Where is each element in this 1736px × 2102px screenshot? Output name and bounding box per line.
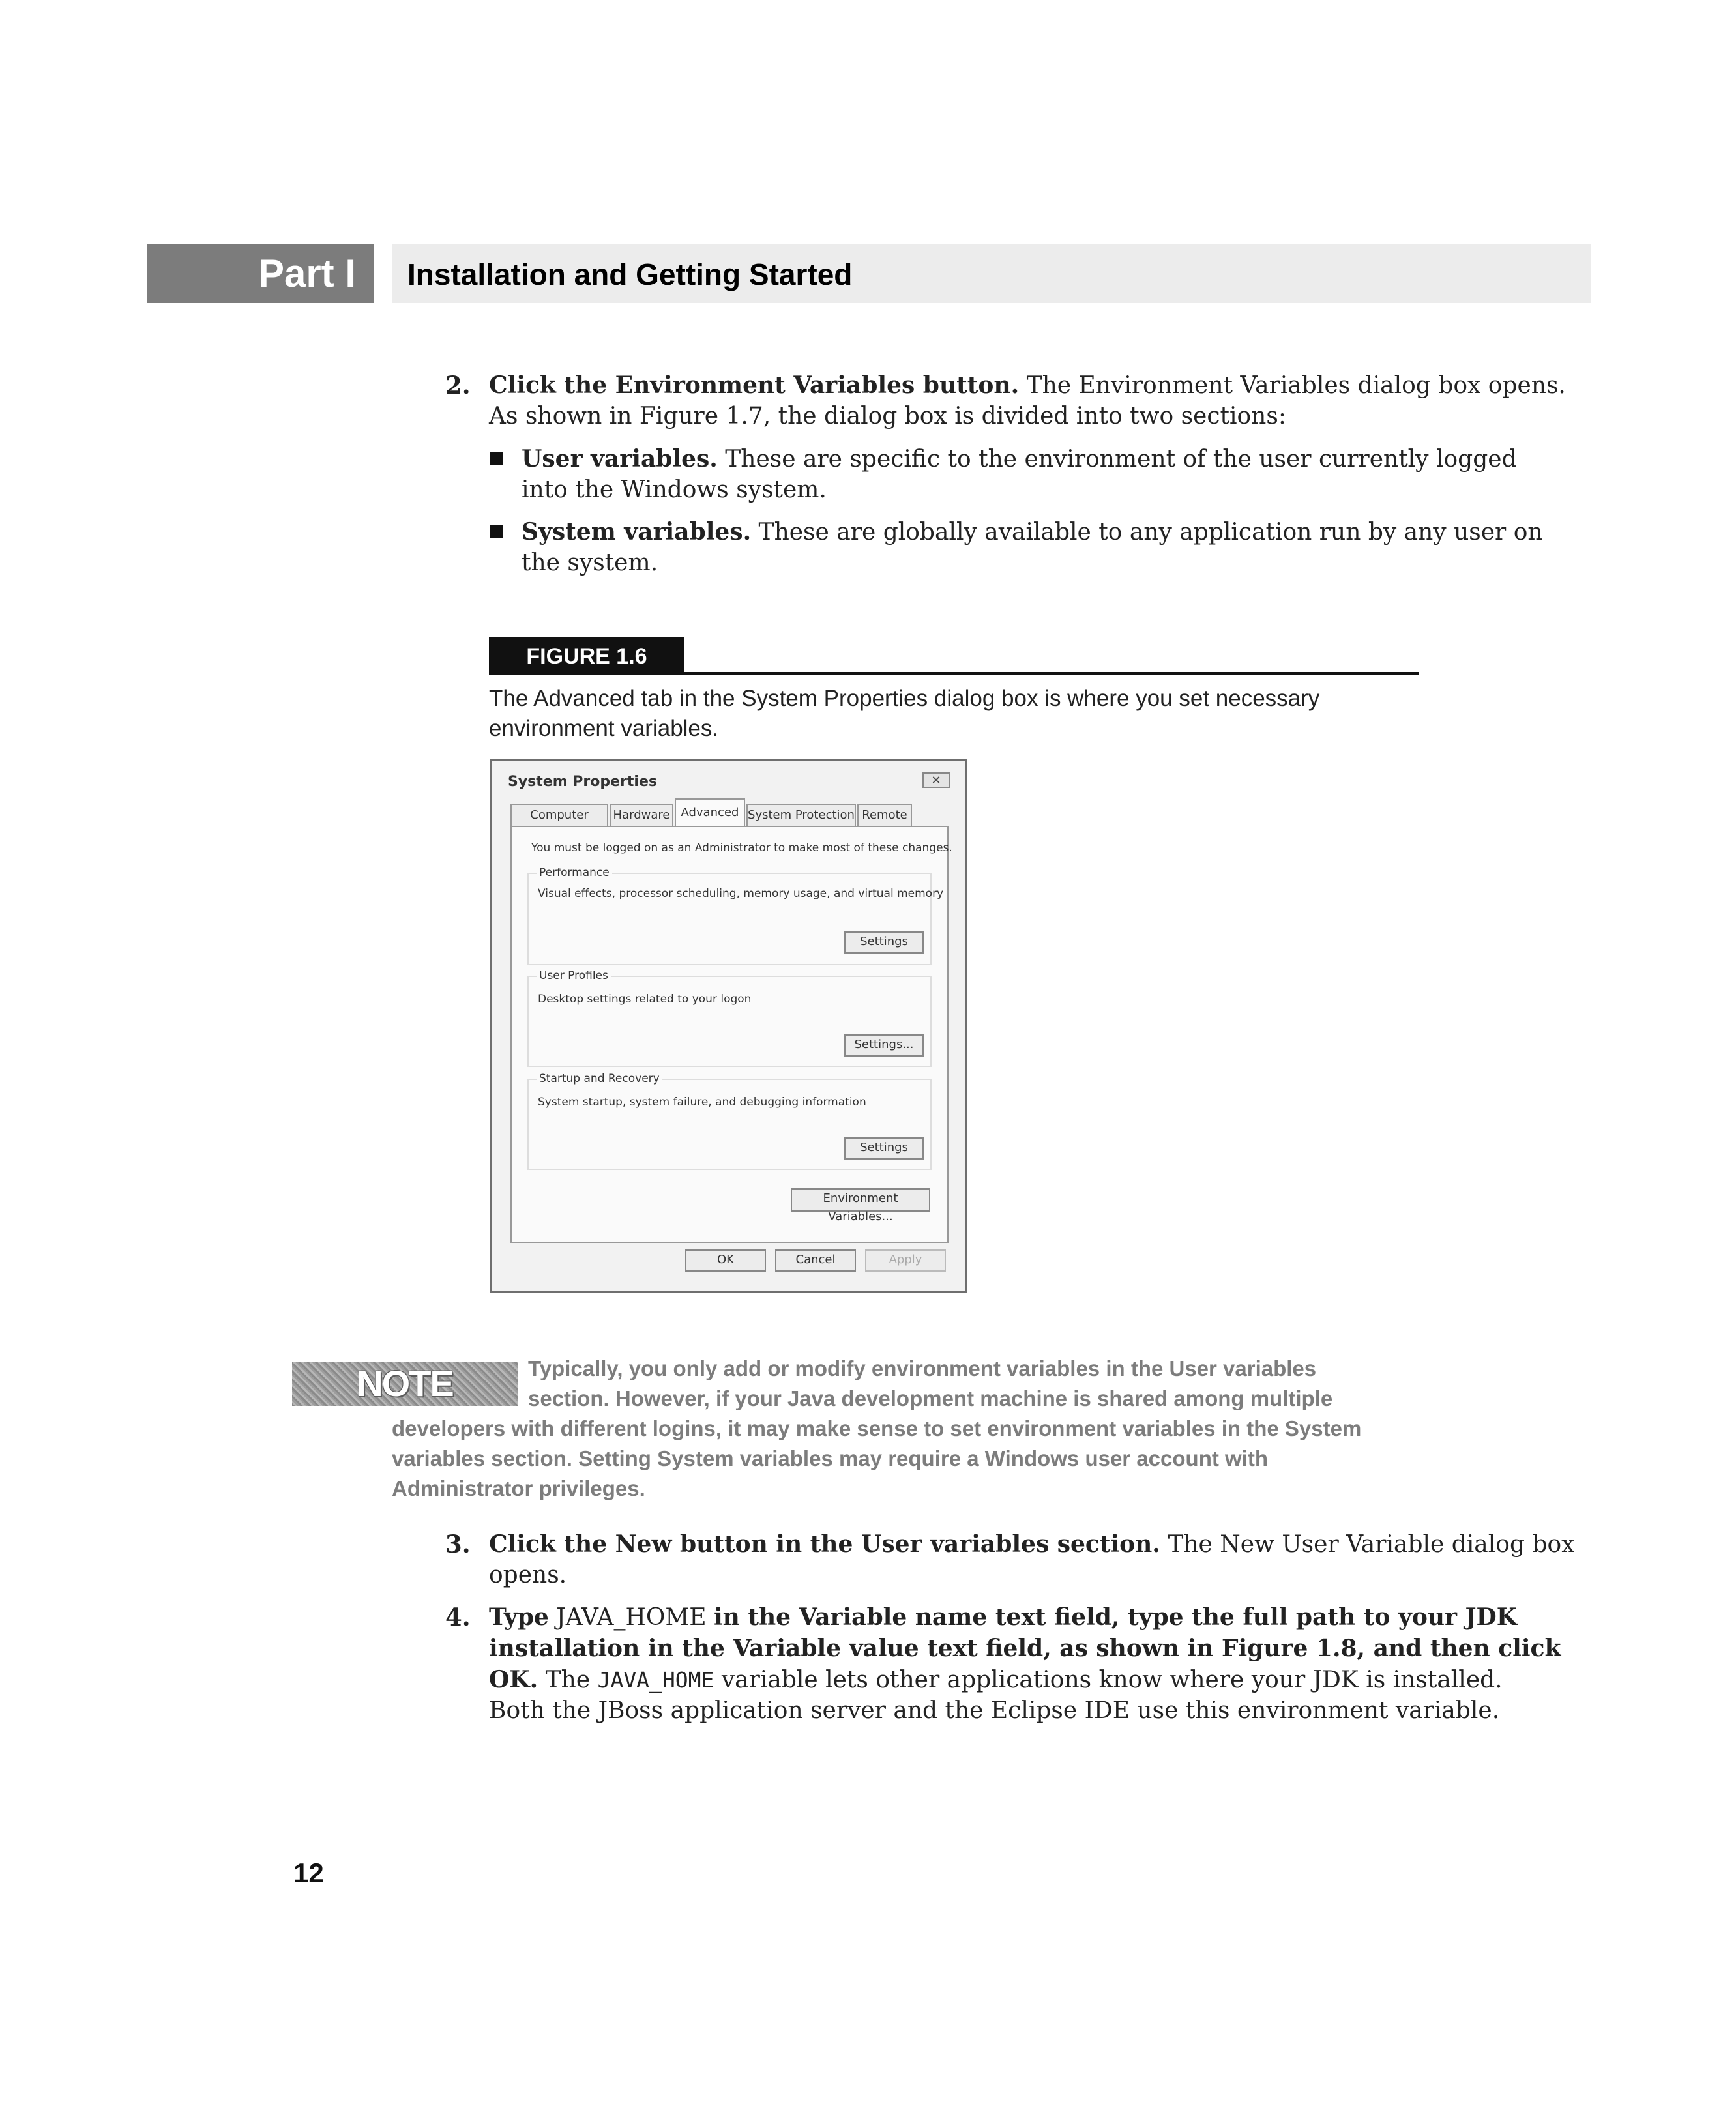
figure-rule: [684, 672, 1419, 675]
apply-button[interactable]: Apply: [865, 1249, 946, 1272]
bullet-square-icon: [490, 452, 503, 465]
performance-settings-button[interactable]: Settings: [844, 931, 924, 954]
chapter-title: Installation and Getting Started: [392, 244, 1591, 303]
close-icon[interactable]: ✕: [922, 772, 950, 788]
group-title: Startup and Recovery: [537, 1072, 662, 1085]
step-3-bold: Click the New button in the User variables section.: [489, 1530, 1160, 1558]
bullet-square-icon: [490, 525, 503, 538]
bullet-text: These are specific to the environment of the user currently logged: [717, 446, 1517, 473]
dialog-title: System Properties: [508, 774, 657, 790]
bullet-term: System variables.: [522, 518, 752, 546]
note-badge: [292, 1362, 518, 1406]
bullet-text-continued: into the Windows system.: [522, 476, 827, 503]
java-home-text: JAVA_HOME: [548, 1604, 714, 1631]
step-3-rest: The New User Variable dialog box: [1160, 1531, 1575, 1558]
step-4-line-1: [489, 1601, 1517, 1633]
bullet-term: User variables.: [522, 445, 718, 473]
step-3-line-2: opens.: [489, 1562, 567, 1588]
page-number: 12: [293, 1858, 324, 1888]
step-4-number: 4.: [445, 1603, 471, 1631]
bullet-text: These are globally available to any application run by any user on: [751, 519, 1543, 546]
group-description: Visual effects, processor scheduling, memory usage, and virtual memory: [538, 887, 944, 900]
caption-line: The Advanced tab in the System Properties dialog box is where you set necessary: [489, 686, 1320, 711]
step-4-bold: in the Variable name text field, type the full path to your JDK: [713, 1603, 1518, 1631]
note-line: Administrator privileges.: [392, 1476, 645, 1500]
cancel-button[interactable]: Cancel: [775, 1249, 856, 1272]
note-line: developers with different logins, it may make sense to set environment variables in the System: [392, 1416, 1362, 1440]
note-line: section. However, if your Java development machine is shared among multiple: [528, 1386, 1333, 1410]
step-4-type: Type: [489, 1603, 549, 1631]
step-2-number: 2.: [445, 371, 471, 400]
tab-advanced[interactable]: Advanced: [675, 798, 745, 827]
step-2-line-1: [489, 370, 1566, 401]
java-home-code: JAVA_HOME: [597, 1667, 714, 1693]
note-line: variables section. Setting System variables may require a Windows user account with: [392, 1446, 1268, 1470]
advanced-tab-panel: [510, 826, 952, 1243]
step-3-line-1: [489, 1528, 1574, 1560]
admin-notice: You must be logged on as an Administrator to make most of these changes.: [531, 841, 952, 854]
figure-caption: [489, 684, 1421, 744]
caption-line: environment variables.: [489, 716, 719, 741]
ok-button[interactable]: OK: [685, 1249, 766, 1272]
figure-label: FIGURE 1.6: [489, 637, 684, 675]
step-4-the: The: [538, 1667, 598, 1693]
step-2-bold: Click the Environment Variables button.: [489, 372, 1020, 399]
part-label: Part I: [147, 244, 374, 303]
system-properties-dialog: [490, 759, 967, 1293]
step-2-rest: The Environment Variables dialog box opens.: [1019, 372, 1566, 399]
environment-variables-button[interactable]: Environment Variables...: [791, 1188, 930, 1212]
step-4-ok: OK.: [489, 1666, 538, 1693]
note-badge-text: NOTE: [357, 1363, 453, 1404]
note-line: Typically, you only add or modify environment variables in the User variables: [528, 1356, 1317, 1380]
group-title: User Profiles: [537, 969, 611, 982]
tab-system-protection[interactable]: System Protection: [746, 804, 856, 826]
step-4-line-3: [489, 1664, 1503, 1696]
bullet-user-variables: [522, 443, 1517, 475]
step-4-line-2: installation in the Variable value text field, as shown in Figure 1.8, and then click: [489, 1635, 1561, 1662]
bullet-system-variables: [522, 516, 1543, 548]
bullet-text-continued: the system.: [522, 549, 658, 576]
tab-remote[interactable]: Remote: [857, 804, 912, 826]
group-title: Performance: [537, 866, 612, 879]
step-4-line-4: Both the JBoss application server and the Eclipse IDE use this environment variable.: [489, 1697, 1500, 1724]
tab-computer-name[interactable]: Computer: [510, 804, 608, 826]
group-description: System startup, system failure, and debugging information: [538, 1096, 866, 1109]
startup-settings-button[interactable]: Settings: [844, 1137, 924, 1160]
group-description: Desktop settings related to your logon: [538, 993, 752, 1006]
step-4-rest: variable lets other applications know where your JDK is installed.: [714, 1667, 1503, 1693]
step-3-number: 3.: [445, 1530, 471, 1558]
user-profiles-settings-button[interactable]: Settings...: [844, 1034, 924, 1057]
tab-hardware[interactable]: Hardware: [610, 804, 673, 826]
step-2-line-2: As shown in Figure 1.7, the dialog box is divided into two sections:: [489, 403, 1286, 430]
